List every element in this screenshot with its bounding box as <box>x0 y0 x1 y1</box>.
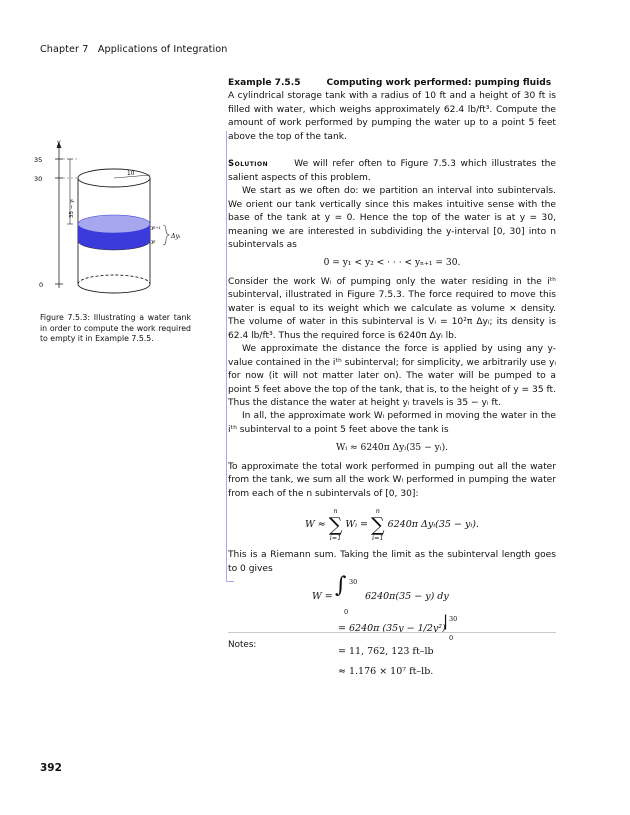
eval-bar: | <box>443 612 449 631</box>
tank-bottom-back <box>78 275 150 284</box>
notes-label: Notes: <box>228 640 257 650</box>
tank-figure <box>30 138 200 308</box>
eval-lower: 0 <box>449 634 454 643</box>
example-title: Computing work performed: pumping fluids <box>326 78 552 88</box>
integral-integrand: 6240π(35 − y) dy <box>365 591 449 603</box>
sigma-icon: ∑ <box>371 514 385 537</box>
sum-lhs: W ≈ <box>305 519 326 531</box>
antiderivative-line: = 6240π (35y − 1/2y²) <box>338 623 446 635</box>
sum-term1: Wᵢ = <box>345 519 368 531</box>
solution-label: Solution <box>228 159 269 170</box>
result-approx: ≈ 1.176 × 10⁷ ft–lb. <box>338 666 434 678</box>
example-statement: A cylindrical storage tank with a radius of 10 ft and a height of 30 ft is filled with water, which weighs approximately 62.4 lb/ft³. Compute the amount of work performed by pumping the water up to a point 5 feet above the top of the tank. <box>228 91 556 142</box>
riemann-sum <box>228 503 556 547</box>
solution-p1: We will refer often to Figure 7.5.3 which illustrates the salient aspects of this problem. <box>228 159 556 183</box>
chapter-number: Chapter 7 <box>40 44 89 55</box>
chapter-title: Applications of Integration <box>97 44 228 55</box>
solution-p7: This is a Riemann sum. Taking the limit as the subinterval length goes to 0 gives <box>228 550 556 574</box>
radius-label: 10 <box>127 171 135 177</box>
sigma-1: n ∑ i=1 <box>328 507 343 543</box>
yi1-label: yᵢ₊₁ <box>151 225 161 231</box>
sigma-2: n ∑ i=1 <box>371 507 385 543</box>
integral-icon: ∫ <box>335 573 347 599</box>
running-header <box>40 44 227 55</box>
tick-label-30: 30 <box>34 175 43 183</box>
example-heading <box>228 77 556 90</box>
sum-term2: 6240π Δyᵢ(35 − yᵢ). <box>387 519 479 531</box>
solution-p6: To approximate the total work performed in pumping out all the water from the tank, we sum all the work Wᵢ performed in pumping the water from each of the n subintervals of [0, 30]: <box>228 461 556 499</box>
sigma-icon: ∑ <box>328 514 343 537</box>
water-slice-top <box>78 215 150 233</box>
dy-brace <box>163 225 169 245</box>
solution-p5: In all, the approximate work Wᵢ peformed in moving the water in the iᵗʰ subinterval to a point 5 feet above the tank is <box>228 411 556 435</box>
integral-lower: 0 <box>344 608 349 617</box>
integral-upper: 30 <box>349 578 358 587</box>
equation-partition: 0 = y₁ < y₂ < · · · < yₙ₊₁ = 30. <box>323 258 461 269</box>
y-axis-label: y <box>57 139 61 146</box>
eval-upper: 30 <box>449 615 458 624</box>
example-margin-bar <box>226 131 227 581</box>
page-number: 392 <box>40 762 62 774</box>
tick-label-35: 35 <box>34 156 43 164</box>
distance-label: 35 − yᵢ <box>69 198 75 218</box>
solution-p4: We approximate the distance the force is applied by using any y-value contained in the iᵗʰ subinterval; for simplicity, we arbitrarily use yᵢ for now (it will not matter later on). The water will be pumped to a point 5 feet above the top of the tank, that is, to the height of y = 35 ft. Thus the distance the water at height yᵢ travels is 35 − yᵢ ft. <box>228 344 556 408</box>
solution-p2: We start as we often do: we partition an interval into subintervals. We orient our tank vertically since this makes intuitive sense with the base of the tank at y = 0. Hence the top of the water is at y = 30, meaning we are interested in subdividing the y-interval [0, 30] into n subintervals as <box>228 186 556 250</box>
yi-label: yᵢ <box>151 239 156 245</box>
example-label: Example 7.5.5 <box>228 78 301 88</box>
notes-divider <box>228 632 556 633</box>
tank-bottom-front <box>78 284 150 293</box>
solution-intro <box>228 158 556 185</box>
main-column <box>228 77 556 688</box>
tick-label-0: 0 <box>39 281 44 289</box>
integral-lhs: W = <box>312 591 333 603</box>
result-exact: = 11, 762, 123 ft–lb <box>338 646 434 658</box>
equation-work-slice: Wᵢ ≈ 6240π Δyᵢ(35 − yᵢ). <box>335 443 449 454</box>
solution-p3: Consider the work Wᵢ of pumping only the water residing in the iᵗʰ subinterval, illustrated in Figure 7.5.3. The force required to move this water is equal to its weight which we calculate as volume × density. The volume of water in this subinterval is Vᵢ = 10²π Δyᵢ; its density is 62.4 lb/ft³. Thus the required force is 6240π Δyᵢ lb. <box>228 276 556 341</box>
figure-caption: Figure 7.5.3: Illustrating a water tank in order to compute the work required to empty it in Example 7.5.5. <box>40 313 191 344</box>
dy-label: Δyᵢ <box>171 233 181 240</box>
